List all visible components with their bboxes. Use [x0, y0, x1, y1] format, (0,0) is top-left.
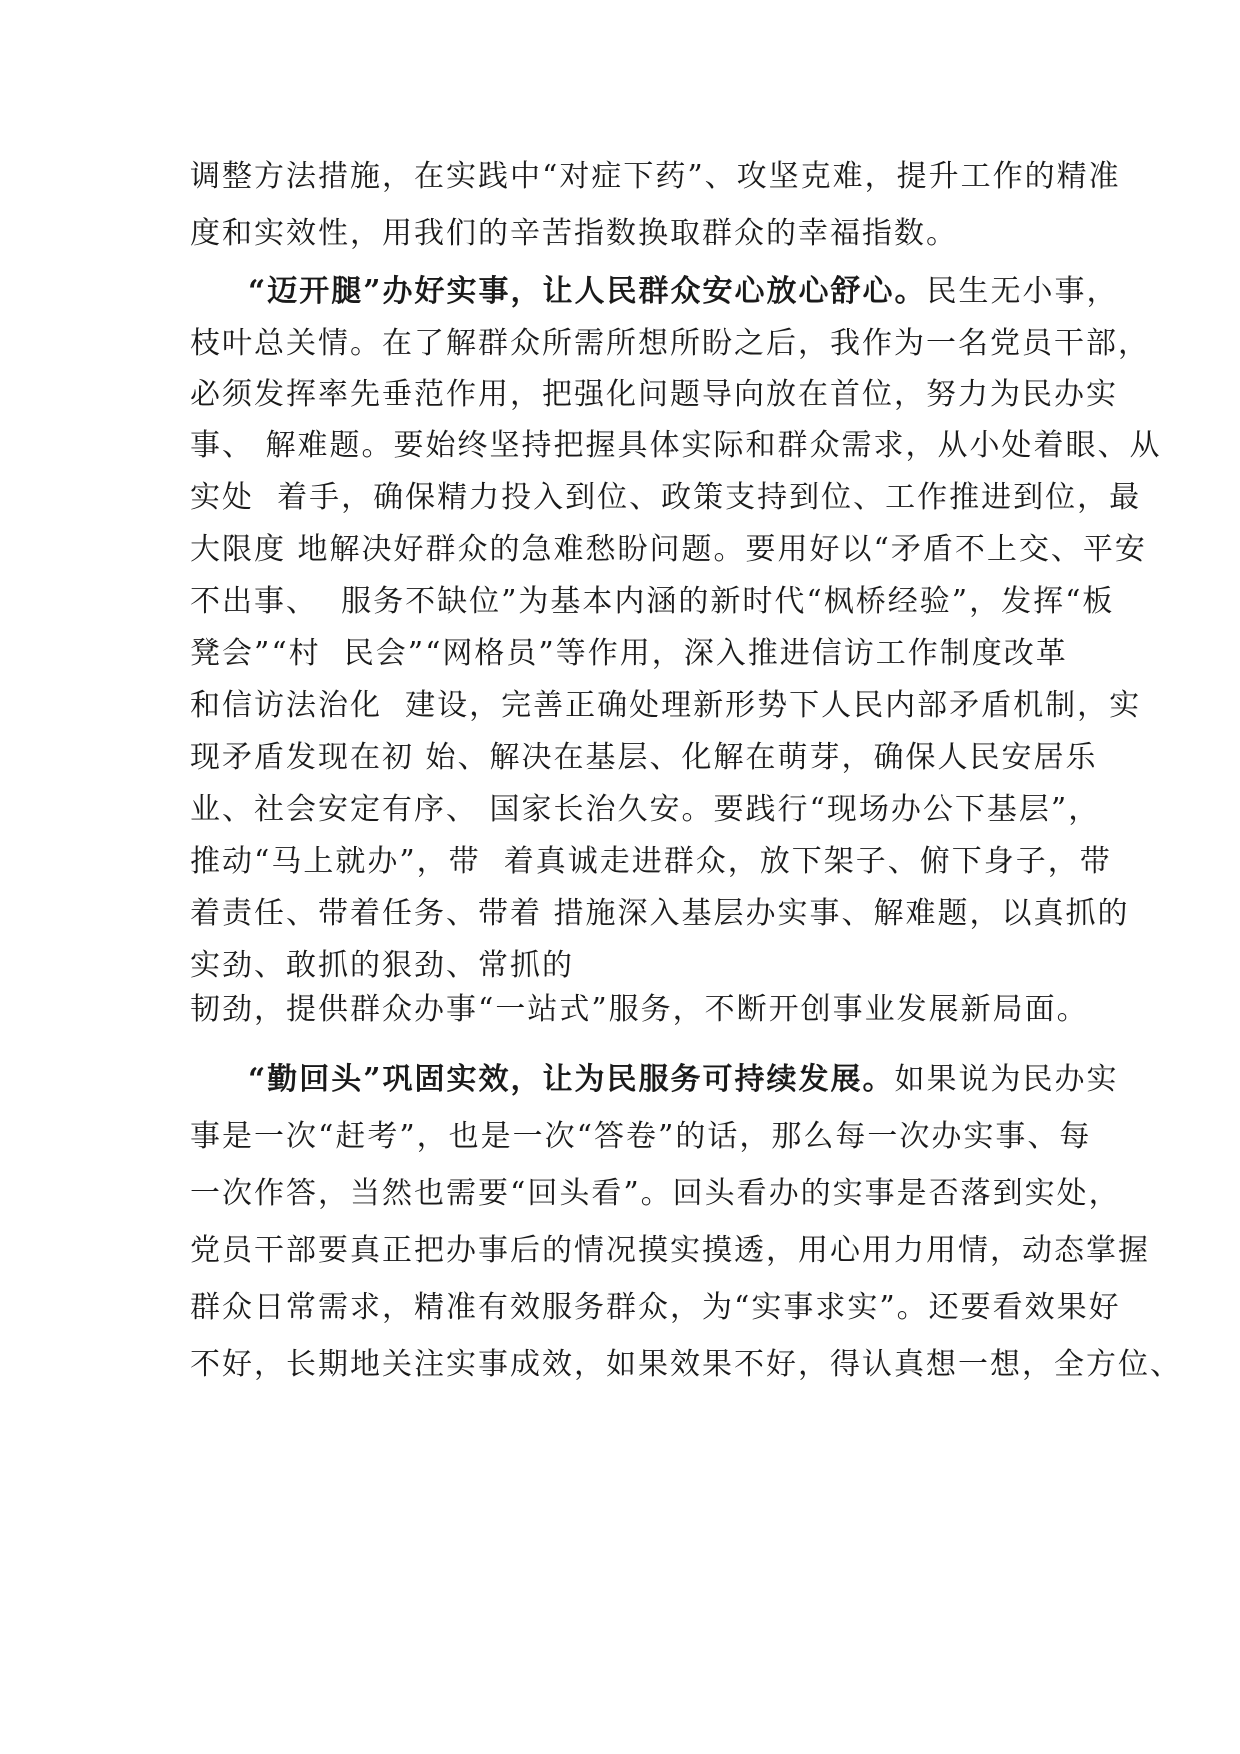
- paragraph-2-line-6: 大限度 地解决好群众的急难愁盼问题。要用好以“矛盾不上交、平安: [190, 532, 1147, 567]
- paragraph-3-first-line: [248, 1060, 1119, 1100]
- paragraph-1-line-1: 调整方法措施，在实践中“对症下药”、攻坚克难，提升工作的精准: [190, 159, 1121, 194]
- paragraph-2-line-5: 实处 着手，确保精力投入到位、政策支持到位、工作推进到位，最: [190, 480, 1142, 515]
- paragraph-2-heading: “迈开腿”办好实事，让人民群众安心放心舒心。: [248, 274, 927, 309]
- paragraph-2-line-4: 事、 解难题。要始终坚持把握具体实际和群众需求，从小处着眼、从: [190, 428, 1162, 463]
- paragraph-3-line-4: 党员干部要真正把办事后的情况摸实摸透，用心用力用情，动态掌握: [190, 1233, 1150, 1268]
- paragraph-3-first-line-text: 如果说为民办实: [894, 1062, 1119, 1097]
- paragraph-2-line-15: 韧劲，提供群众办事“一站式”服务，不断开创事业发展新局面。: [190, 992, 1089, 1027]
- paragraph-2-line-9: 和信访法治化 建设，完善正确处理新形势下人民内部矛盾机制，实: [190, 688, 1142, 723]
- paragraph-2-line-12: 推动“马上就办”，带 着真诚走进群众，放下架子、俯下身子，带: [190, 844, 1112, 879]
- paragraph-3-line-3: 一次作答，当然也需要“回头看”。回头看办的实事是否落到实处，: [190, 1176, 1121, 1211]
- paragraph-2-line-11: 业、社会安定有序、 国家长治久安。要践行“现场办公下基层”，: [190, 792, 1101, 827]
- paragraph-3-line-2: 事是一次“赶考”，也是一次“答卷”的话，那么每一次办实事、每: [190, 1119, 1092, 1154]
- paragraph-2-line-13: 着责任、带着任务、带着 措施深入基层办实事、解难题，以真抓的: [190, 896, 1130, 931]
- paragraph-2-line-3: 必须发挥率先垂范作用，把强化问题导向放在首位，努力为民办实: [190, 377, 1118, 412]
- paragraph-3-line-5: 群众日常需求，精准有效服务群众，为“实事求实”。还要看效果好: [190, 1290, 1121, 1325]
- paragraph-1-line-2: 度和实效性，用我们的辛苦指数换取群众的幸福指数。: [190, 216, 958, 251]
- paragraph-2-line-10: 现矛盾发现在初 始、解决在基层、化解在萌芽，确保人民安居乐: [190, 740, 1098, 775]
- paragraph-2-first-line: [248, 272, 1119, 312]
- paragraph-2-line-7: 不出事、 服务不缺位”为基本内涵的新时代“枫桥经验”，发挥“板: [190, 584, 1115, 619]
- paragraph-2-line-2: 枝叶总关情。在了解群众所需所想所盼之后，我作为一名党员干部，: [190, 326, 1150, 361]
- paragraph-3-line-6: 不好，长期地关注实事成效，如果效果不好，得认真想一想，全方位、: [190, 1347, 1182, 1382]
- paragraph-2-line-8: 凳会”“村 民会”“网格员”等作用，深入推进信访工作制度改革: [190, 636, 1068, 671]
- paragraph-3-heading: “勤回头”巩固实效，让为民服务可持续发展。: [248, 1062, 895, 1097]
- paragraph-2-line-14: 实劲、敢抓的狠劲、常抓的: [190, 948, 574, 983]
- paragraph-2-first-line-text: 民生无小事，: [926, 274, 1119, 309]
